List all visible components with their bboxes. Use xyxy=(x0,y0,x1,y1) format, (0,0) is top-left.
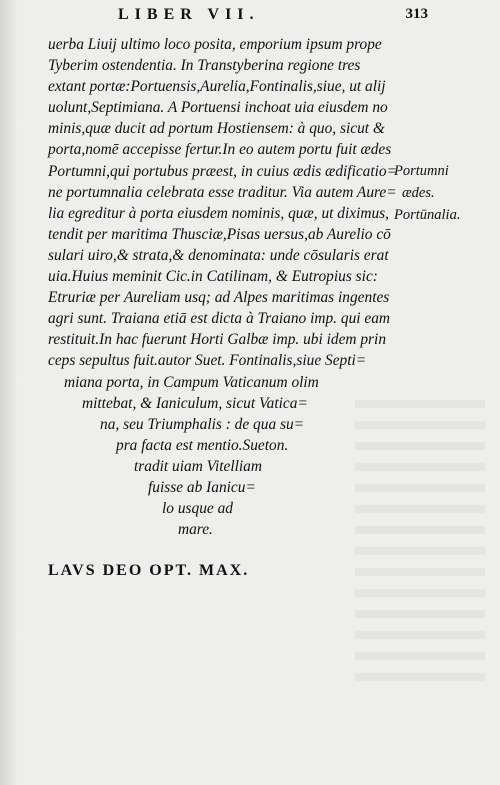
text-line-content: ceps sepultus fuit.autor Suet. Fontinalis,siue Septi= xyxy=(48,352,367,370)
text-line-content: restituit.In hac fuerunt Horti Galbæ imp. ubi idem prin xyxy=(48,331,387,349)
text-line-content: lo usque ad xyxy=(162,500,233,518)
text-line xyxy=(0,435,500,456)
text-line-content: tradit uiam Vitelliam xyxy=(134,457,262,475)
text-line xyxy=(0,414,500,435)
text-line xyxy=(0,139,500,160)
text-line xyxy=(0,372,500,393)
text-line xyxy=(0,224,500,245)
margin-note: Portūnalia. xyxy=(394,207,461,223)
text-line-content: uerba Liuij ultimo loco posita, emporium ipsum prope xyxy=(48,36,382,53)
text-line xyxy=(0,477,500,498)
text-line xyxy=(0,498,500,519)
text-line-content: mare. xyxy=(178,521,213,539)
text-line xyxy=(0,55,500,76)
text-line xyxy=(0,34,500,55)
text-line-content: lia egreditur à porta eiusdem nominis, quæ, ut diximus, xyxy=(48,204,390,222)
text-line xyxy=(0,393,500,414)
text-line xyxy=(0,76,500,97)
text-line-content: uia.Huius meminit Cic.in Catilinam, & Eutropius sic: xyxy=(48,268,378,286)
text-line-content: Tyberim ostendentia. In Transtyberina regione tres xyxy=(48,57,361,75)
text-line xyxy=(0,329,500,350)
text-line-content: na, seu Triumphalis : de qua su= xyxy=(100,415,305,433)
margin-note: ædes. xyxy=(402,185,435,201)
text-line-content: sulari uiro,& strata,& denominata: unde cōsularis erat xyxy=(48,246,389,264)
running-head: LIBER VII. xyxy=(118,6,260,23)
text-line xyxy=(0,118,500,139)
colophon: LAVS DEO OPT. MAX. xyxy=(48,562,250,579)
text-line-content: extant portæ:Portuensis,Aurelia,Fontinalis,siue, ut alij xyxy=(48,78,386,96)
text-line-content: fuisse ab Ianicu= xyxy=(148,478,256,496)
text-line-content: agri sunt. Traiana etiā est dicta à Traiano imp. qui eam xyxy=(48,310,391,328)
text-line-content: ne portumnalia celebrata esse traditur. Via autem Aure= xyxy=(48,183,397,201)
text-line xyxy=(0,97,500,118)
text-line-content: miana porta, in Campum Vaticanum olim xyxy=(64,373,319,391)
text-line xyxy=(0,456,500,477)
text-line-content: pra facta est mentio.Sueton. xyxy=(116,436,289,454)
text-line xyxy=(0,519,500,540)
text-line xyxy=(0,287,500,308)
page-number: 313 xyxy=(405,6,428,22)
text-line-content: uolunt,Septimiana. A Portuensi inchoat uia eiusdem no xyxy=(48,99,388,117)
text-line xyxy=(0,308,500,329)
text-line-content: Etruriæ per Aureliam usq; ad Alpes maritimas ingentes xyxy=(48,289,390,307)
text-line-content: mittebat, & Ianiculum, sicut Vatica= xyxy=(82,394,308,412)
text-line xyxy=(0,350,500,371)
margin-note: Portumni xyxy=(394,163,449,179)
text-line xyxy=(0,266,500,287)
text-line xyxy=(0,245,500,266)
body-text xyxy=(0,34,500,540)
text-line-content: minis,quæ ducit ad portum Hostiensem: à quo, sicut & xyxy=(48,120,385,138)
text-line-content: porta,nomē accepisse fertur.In eo autem portu fuit ædes xyxy=(48,141,392,159)
text-line-content: tendit per maritima Thusciæ,Pisas uersus,ab Aurelio cō xyxy=(48,225,391,243)
text-line-content: Portumni,qui portubus præest, in cuius ædis ædificatio= xyxy=(48,162,398,180)
